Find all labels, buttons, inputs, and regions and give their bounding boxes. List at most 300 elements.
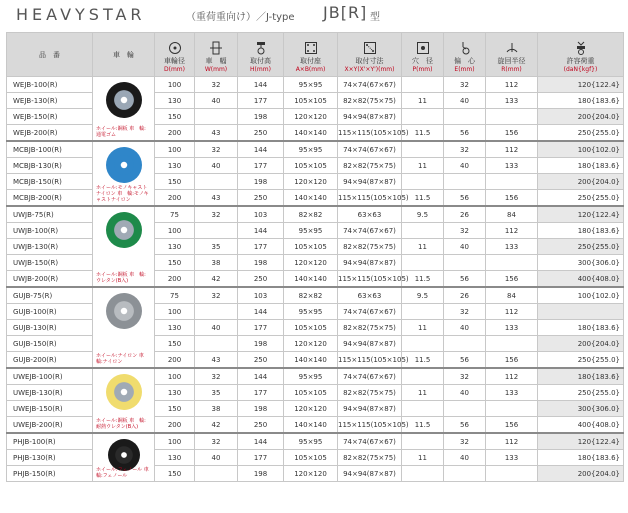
model-cell: UWEJB-150(R)	[7, 401, 93, 417]
wheel-image-cell	[93, 433, 155, 482]
radius-cell	[486, 336, 538, 352]
load-cell	[538, 304, 624, 320]
offset-cell: 32	[444, 141, 486, 158]
mount-cell: 120×120	[284, 336, 338, 352]
mount-cell: 120×120	[284, 109, 338, 125]
diameter-cell: 200	[155, 352, 195, 369]
hole-cell: 11	[402, 93, 444, 109]
model-cell: GUJB-130(R)	[7, 320, 93, 336]
radius-cell: 156	[486, 271, 538, 288]
height-cell: 144	[238, 223, 284, 239]
hole-pitch-cell: 82×82(75×75)	[338, 450, 402, 466]
hole-pitch-cell: 82×82(75×75)	[338, 158, 402, 174]
offset-cell: 32	[444, 77, 486, 93]
header-height-label: 取付高	[250, 57, 271, 65]
swivel-radius-icon	[505, 41, 519, 55]
wheel-image-cell	[93, 77, 155, 142]
diameter-cell: 150	[155, 174, 195, 190]
diameter-cell: 150	[155, 401, 195, 417]
model-cell: PHJB-150(R)	[7, 466, 93, 482]
height-cell: 250	[238, 352, 284, 369]
hole-pitch-cell: 115×115(105×105)	[338, 190, 402, 207]
width-cell: 40	[195, 158, 238, 174]
offset-cell	[444, 255, 486, 271]
width-cell: 40	[195, 93, 238, 109]
offset-cell: 56	[444, 190, 486, 207]
height-cell: 198	[238, 466, 284, 482]
hole-pitch-cell: 63×63	[338, 287, 402, 304]
mount-cell: 120×120	[284, 255, 338, 271]
hole-cell	[402, 109, 444, 125]
hole-pitch-cell: 74×74(67×67)	[338, 223, 402, 239]
width-cell	[195, 223, 238, 239]
model-cell: MCBJB-150(R)	[7, 174, 93, 190]
hole-pitch-cell: 82×82(75×75)	[338, 239, 402, 255]
hole-pitch-cell: 74×74(67×67)	[338, 368, 402, 385]
width-cell	[195, 174, 238, 190]
mount-cell: 82×82	[284, 287, 338, 304]
hole-cell	[402, 401, 444, 417]
offset-cell: 40	[444, 239, 486, 255]
diameter-cell: 100	[155, 368, 195, 385]
mount-cell: 95×95	[284, 223, 338, 239]
wheel-icon	[106, 211, 142, 249]
wheel-material-caption: ホイール:モノキャストナイロン 車 輪:モノキャストナイロン	[96, 185, 149, 203]
wheel-image-cell	[93, 368, 155, 433]
header-load-unit: (daN{kgf})	[563, 66, 598, 73]
model-cell: GUJB-100(R)	[7, 304, 93, 320]
mount-cell: 95×95	[284, 141, 338, 158]
hole-cell: 11	[402, 239, 444, 255]
hole-cell: 11.5	[402, 190, 444, 207]
radius-cell: 112	[486, 223, 538, 239]
diameter-cell: 150	[155, 109, 195, 125]
offset-cell	[444, 109, 486, 125]
height-cell: 198	[238, 174, 284, 190]
width-cell: 32	[195, 368, 238, 385]
header-hole	[402, 33, 444, 77]
header-radius-label: 旋回半径	[497, 57, 526, 65]
diameter-cell: 150	[155, 336, 195, 352]
hole-cell	[402, 255, 444, 271]
wheel-icon	[106, 373, 142, 411]
height-cell: 103	[238, 287, 284, 304]
height-cell: 103	[238, 206, 284, 223]
model-suffix: 型	[370, 12, 380, 23]
radius-cell: 112	[486, 304, 538, 320]
hole-pitch-icon	[363, 41, 377, 55]
radius-cell: 112	[486, 368, 538, 385]
hole-cell: 9.5	[402, 206, 444, 223]
model-cell: WEJB-100(R)	[7, 77, 93, 93]
offset-cell: 26	[444, 206, 486, 223]
load-cell: 120{122.4}	[538, 206, 624, 223]
load-cell: 400{408.0}	[538, 271, 624, 288]
hole-cell: 11	[402, 450, 444, 466]
hole-pitch-cell: 94×94(87×87)	[338, 466, 402, 482]
height-cell: 177	[238, 239, 284, 255]
header-mount-unit: A×B(mm)	[295, 66, 326, 73]
load-capacity-icon	[574, 41, 588, 55]
mount-cell: 140×140	[284, 271, 338, 288]
load-cell: 100{102.0}	[538, 287, 624, 304]
table-row	[7, 77, 624, 93]
header-diameter-label: 車輪径	[164, 57, 185, 65]
diameter-cell: 100	[155, 304, 195, 320]
hole-cell: 11	[402, 385, 444, 401]
load-cell: 250{255.0}	[538, 352, 624, 369]
hole-cell	[402, 304, 444, 320]
radius-cell: 133	[486, 93, 538, 109]
table-row	[7, 287, 624, 304]
model-cell: MCBJB-200(R)	[7, 190, 93, 207]
radius-cell: 133	[486, 320, 538, 336]
header-diameter-unit: D(mm)	[164, 66, 185, 73]
hole-cell	[402, 368, 444, 385]
diameter-cell: 130	[155, 320, 195, 336]
offset-cell: 32	[444, 223, 486, 239]
load-cell: 300{306.0}	[538, 401, 624, 417]
width-cell: 38	[195, 401, 238, 417]
hole-cell	[402, 141, 444, 158]
wheel-image-cell	[93, 206, 155, 287]
height-cell: 250	[238, 417, 284, 434]
mount-cell: 105×105	[284, 93, 338, 109]
wheel-material-caption: ホイール:ナイロン 車 輪:ナイロン	[96, 353, 149, 365]
diameter-cell: 130	[155, 158, 195, 174]
header-wheel: 車 輪	[93, 33, 155, 77]
model-cell: GUJB-200(R)	[7, 352, 93, 369]
diameter-cell: 130	[155, 450, 195, 466]
width-cell: 32	[195, 433, 238, 450]
offset-cell: 40	[444, 385, 486, 401]
header-hole-pitch-unit: X×Y(X'×Y')(mm)	[344, 66, 395, 73]
table-row	[7, 206, 624, 223]
header-hole-unit: P(mm)	[412, 66, 433, 73]
mount-cell: 120×120	[284, 401, 338, 417]
hole-cell: 11	[402, 320, 444, 336]
height-cell: 177	[238, 93, 284, 109]
hole-cell	[402, 433, 444, 450]
hole-cell	[402, 466, 444, 482]
model-cell: GUJB-75(R)	[7, 287, 93, 304]
header-height-unit: H(mm)	[250, 66, 271, 73]
diameter-cell: 100	[155, 433, 195, 450]
model-cell: UWEJB-200(R)	[7, 417, 93, 434]
radius-cell: 133	[486, 450, 538, 466]
offset-cell: 56	[444, 417, 486, 434]
hole-pitch-cell: 82×82(75×75)	[338, 93, 402, 109]
model-cell: GUJB-150(R)	[7, 336, 93, 352]
radius-cell: 112	[486, 77, 538, 93]
offset-cell: 40	[444, 320, 486, 336]
diameter-cell: 100	[155, 77, 195, 93]
load-cell: 180{183.6}	[538, 320, 624, 336]
model-cell: UWEJB-100(R)	[7, 368, 93, 385]
model-cell: WEJB-130(R)	[7, 93, 93, 109]
diameter-cell: 150	[155, 466, 195, 482]
hole-cell	[402, 174, 444, 190]
wheel-axle	[121, 97, 127, 103]
model-cell: UWJB-100(R)	[7, 223, 93, 239]
wheel-image-cell	[93, 141, 155, 206]
mount-cell: 82×82	[284, 206, 338, 223]
offset-icon	[458, 41, 472, 55]
wheel-material-caption: ホイール:鋼板 車 輪:ウレタン(B入)	[96, 272, 146, 284]
radius-cell: 133	[486, 239, 538, 255]
radius-cell: 156	[486, 352, 538, 369]
load-cell: 180{183.6}	[538, 223, 624, 239]
load-cell: 400{408.0}	[538, 417, 624, 434]
header-offset-unit: E(mm)	[454, 66, 475, 73]
mount-cell: 95×95	[284, 304, 338, 320]
table-row	[7, 433, 624, 450]
wheel-icon	[106, 81, 142, 119]
model-cell: MCBJB-130(R)	[7, 158, 93, 174]
mount-cell: 120×120	[284, 466, 338, 482]
table-row	[7, 141, 624, 158]
header-height	[238, 33, 284, 77]
hole-pitch-cell: 115×115(105×105)	[338, 352, 402, 369]
brand-name: HEAVYSTAR	[16, 5, 146, 24]
model-code: JB[R]	[323, 3, 368, 22]
width-cell: 43	[195, 125, 238, 142]
hole-pitch-cell: 63×63	[338, 206, 402, 223]
width-cell: 42	[195, 417, 238, 434]
diameter-cell: 100	[155, 141, 195, 158]
mount-cell: 140×140	[284, 190, 338, 207]
offset-cell	[444, 336, 486, 352]
wheel-axle	[121, 227, 127, 233]
hole-pitch-cell: 94×94(87×87)	[338, 174, 402, 190]
header-hole-pitch	[338, 33, 402, 77]
height-cell: 250	[238, 271, 284, 288]
width-cell: 32	[195, 287, 238, 304]
offset-cell: 32	[444, 304, 486, 320]
radius-cell	[486, 466, 538, 482]
mount-cell: 140×140	[284, 352, 338, 369]
height-cell: 177	[238, 385, 284, 401]
diameter-cell: 150	[155, 255, 195, 271]
offset-cell: 56	[444, 271, 486, 288]
hole-pitch-cell: 94×94(87×87)	[338, 255, 402, 271]
header-model: 品 番	[7, 33, 93, 77]
load-cell: 120{122.4}	[538, 77, 624, 93]
hole-pitch-cell: 115×115(105×105)	[338, 125, 402, 142]
header-diameter	[155, 33, 195, 77]
mount-cell: 105×105	[284, 158, 338, 174]
load-cell: 200{204.0}	[538, 109, 624, 125]
model-cell: PHJB-100(R)	[7, 433, 93, 450]
width-cell	[195, 336, 238, 352]
load-cell: 200{204.0}	[538, 336, 624, 352]
height-cell: 250	[238, 125, 284, 142]
radius-cell: 112	[486, 433, 538, 450]
load-cell: 250{255.0}	[538, 239, 624, 255]
offset-cell	[444, 466, 486, 482]
offset-cell: 32	[444, 368, 486, 385]
wheel-icon	[106, 146, 142, 184]
hole-pitch-cell: 74×74(67×67)	[338, 433, 402, 450]
offset-cell: 40	[444, 450, 486, 466]
load-cell: 100{102.0}	[538, 141, 624, 158]
mount-cell: 140×140	[284, 125, 338, 142]
hole-cell	[402, 77, 444, 93]
spec-table	[6, 32, 624, 482]
height-cell: 198	[238, 401, 284, 417]
mount-cell: 140×140	[284, 417, 338, 434]
offset-cell: 26	[444, 287, 486, 304]
wheel-axle	[121, 389, 127, 395]
diameter-cell: 130	[155, 385, 195, 401]
diameter-cell: 100	[155, 223, 195, 239]
hole-pitch-cell: 74×74(67×67)	[338, 77, 402, 93]
radius-cell: 156	[486, 125, 538, 142]
wheel-material-caption: ホイール:鋼板 車 輪:通電ゴム	[96, 126, 146, 138]
header-width	[195, 33, 238, 77]
mount-cell: 95×95	[284, 77, 338, 93]
height-cell: 144	[238, 304, 284, 320]
header-width-unit: W(mm)	[204, 66, 228, 73]
wheel-icon	[106, 292, 142, 330]
hole-cell: 11.5	[402, 271, 444, 288]
model-cell: MCBJB-100(R)	[7, 141, 93, 158]
height-cell: 144	[238, 77, 284, 93]
hole-pitch-cell: 115×115(105×105)	[338, 417, 402, 434]
wheel-material-caption: ホイール:フェノール 車 輪:フェノール	[96, 467, 154, 479]
header-row	[7, 33, 624, 77]
offset-cell	[444, 174, 486, 190]
width-cell: 32	[195, 206, 238, 223]
header-radius-unit: R(mm)	[501, 66, 522, 73]
hole-pitch-cell: 115×115(105×105)	[338, 271, 402, 288]
caster-height-icon	[254, 41, 268, 55]
load-cell: 120{122.4}	[538, 433, 624, 450]
height-cell: 198	[238, 255, 284, 271]
load-cell: 250{255.0}	[538, 385, 624, 401]
spec-table-body	[7, 77, 624, 482]
header-load	[538, 33, 624, 77]
hole-pitch-cell: 94×94(87×87)	[338, 401, 402, 417]
model-cell: UWJB-150(R)	[7, 255, 93, 271]
radius-cell: 112	[486, 141, 538, 158]
model-cell: UWJB-200(R)	[7, 271, 93, 288]
width-cell: 32	[195, 77, 238, 93]
hole-pitch-cell: 94×94(87×87)	[338, 336, 402, 352]
mount-cell: 105×105	[284, 385, 338, 401]
load-cell: 300{306.0}	[538, 255, 624, 271]
width-cell: 35	[195, 239, 238, 255]
width-cell	[195, 304, 238, 320]
hole-pitch-cell: 94×94(87×87)	[338, 109, 402, 125]
diameter-icon	[168, 41, 182, 55]
header-load-label: 許容荷重	[566, 57, 595, 65]
width-cell: 40	[195, 450, 238, 466]
radius-cell	[486, 174, 538, 190]
diameter-cell: 130	[155, 239, 195, 255]
offset-cell: 40	[444, 158, 486, 174]
table-row	[7, 368, 624, 385]
height-cell: 177	[238, 320, 284, 336]
width-icon	[209, 41, 223, 55]
width-cell: 43	[195, 352, 238, 369]
wheel-image-cell	[93, 287, 155, 368]
wheel-axle	[121, 452, 127, 458]
radius-cell	[486, 401, 538, 417]
radius-cell: 156	[486, 190, 538, 207]
radius-cell	[486, 109, 538, 125]
offset-cell	[444, 401, 486, 417]
diameter-cell: 200	[155, 190, 195, 207]
radius-cell: 156	[486, 417, 538, 434]
radius-cell: 133	[486, 158, 538, 174]
load-cell: 250{255.0}	[538, 190, 624, 207]
title-bar	[0, 0, 628, 30]
load-cell: 180{183.6}	[538, 368, 624, 385]
mount-plate-icon	[304, 41, 318, 55]
load-cell: 180{183.6}	[538, 450, 624, 466]
hole-pitch-cell: 82×82(75×75)	[338, 320, 402, 336]
radius-cell: 84	[486, 206, 538, 223]
hole-cell: 9.5	[402, 287, 444, 304]
offset-cell: 40	[444, 93, 486, 109]
header-hole-pitch-label: 取付寸法	[355, 57, 384, 65]
mount-cell: 105×105	[284, 320, 338, 336]
load-cell: 250{255.0}	[538, 125, 624, 142]
hole-cell	[402, 223, 444, 239]
hole-cell: 11.5	[402, 417, 444, 434]
width-cell	[195, 466, 238, 482]
mount-cell: 95×95	[284, 433, 338, 450]
load-cell: 200{204.0}	[538, 174, 624, 190]
hole-cell	[402, 336, 444, 352]
mount-cell: 105×105	[284, 450, 338, 466]
width-cell: 43	[195, 190, 238, 207]
model-cell: UWJB-130(R)	[7, 239, 93, 255]
diameter-cell: 75	[155, 287, 195, 304]
diameter-cell: 130	[155, 93, 195, 109]
width-cell: 35	[195, 385, 238, 401]
load-cell: 180{183.6}	[538, 93, 624, 109]
mount-cell: 120×120	[284, 174, 338, 190]
hole-cell: 11.5	[402, 125, 444, 142]
header-mount-label: 取付座	[300, 57, 321, 65]
diameter-cell: 200	[155, 271, 195, 288]
header-offset-label: 偏 心	[454, 57, 475, 65]
header-offset	[444, 33, 486, 77]
offset-cell: 56	[444, 352, 486, 369]
model-cell: UWJB-75(R)	[7, 206, 93, 223]
header-mount	[284, 33, 338, 77]
height-cell: 177	[238, 450, 284, 466]
width-cell: 38	[195, 255, 238, 271]
height-cell: 250	[238, 190, 284, 207]
header-hole-label: 穴 径	[412, 57, 433, 65]
width-cell: 40	[195, 320, 238, 336]
wheel-axle	[121, 308, 127, 314]
width-cell	[195, 109, 238, 125]
height-cell: 198	[238, 336, 284, 352]
hole-diameter-icon	[416, 41, 430, 55]
hole-pitch-cell: 82×82(75×75)	[338, 385, 402, 401]
hole-pitch-cell: 74×74(67×67)	[338, 304, 402, 320]
height-cell: 144	[238, 368, 284, 385]
height-cell: 177	[238, 158, 284, 174]
height-cell: 144	[238, 141, 284, 158]
height-cell: 144	[238, 433, 284, 450]
diameter-cell: 200	[155, 417, 195, 434]
header-radius	[486, 33, 538, 77]
